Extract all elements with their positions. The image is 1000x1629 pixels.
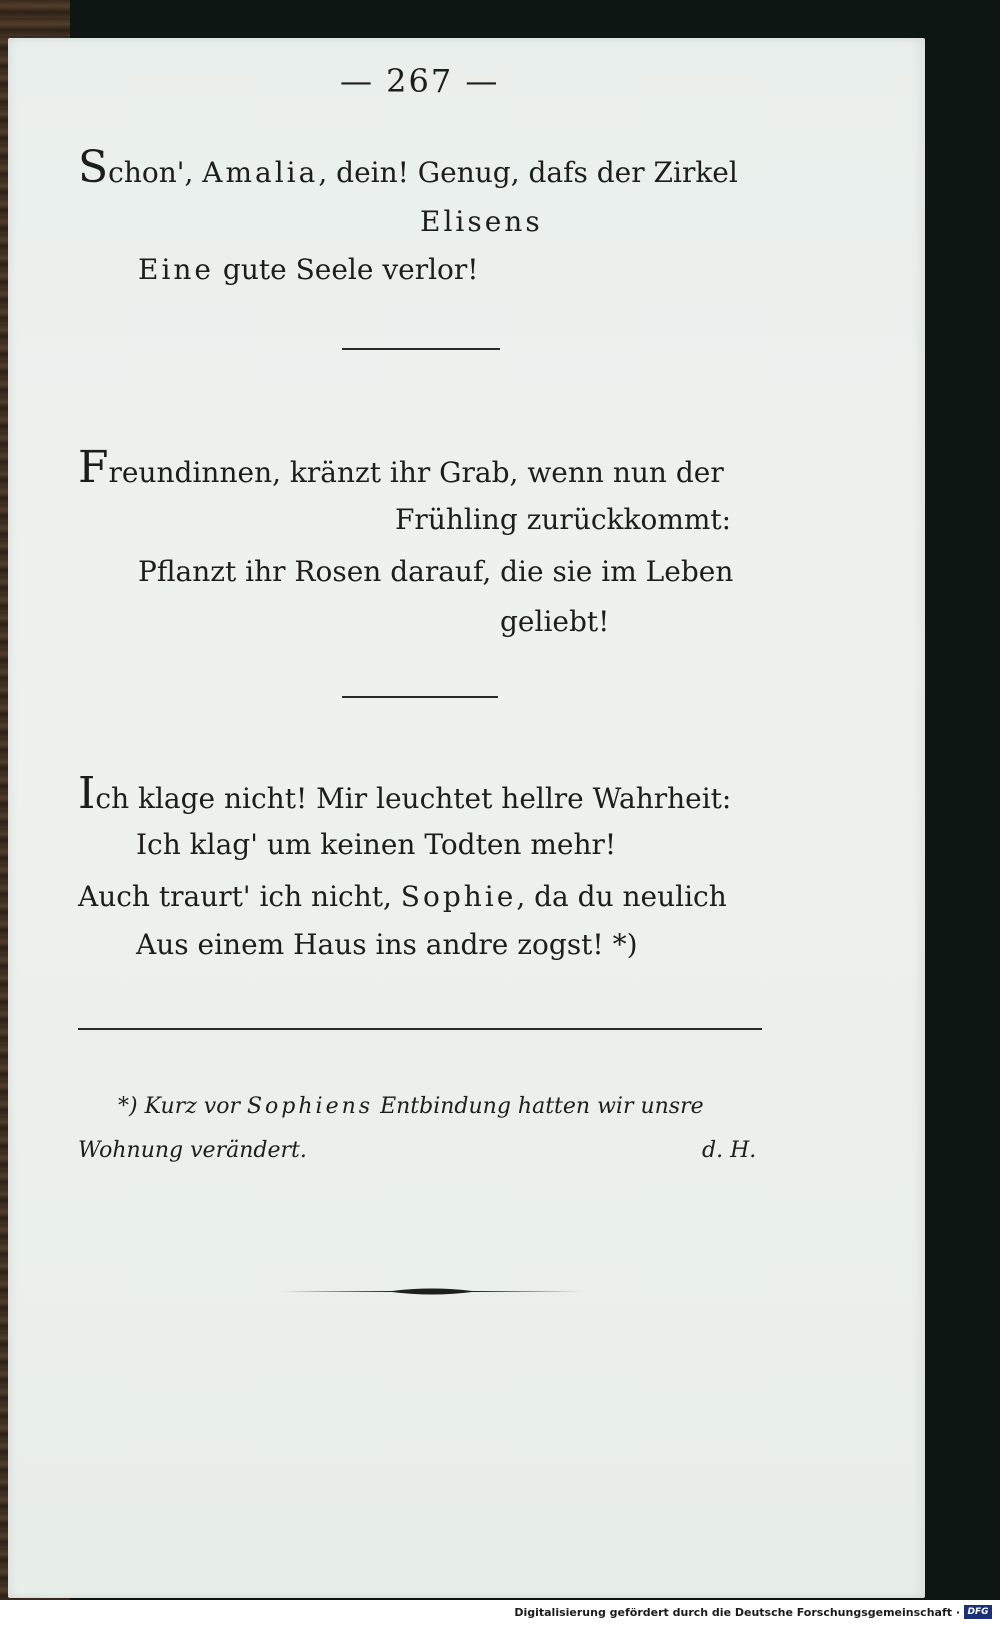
end-ornament: [282, 1286, 582, 1296]
section-divider: [342, 348, 500, 350]
stanza1-line2: Elisens: [420, 205, 543, 238]
stanza3-line2: Ich klag' um keinen Todten mehr!: [136, 828, 617, 861]
footnote-line2: Wohnung verändert.: [78, 1138, 307, 1163]
stanza2-dropcap: F: [78, 442, 109, 493]
footnote-rule: [78, 1028, 762, 1030]
stanza3-line3: Auch traurt' ich nicht, Sophie, da du neulich: [78, 880, 727, 913]
stanza2-line3: Pflanzt ihr Rosen darauf, die sie im Leben: [138, 555, 734, 588]
footnote-line1: *) Kurz vor Sophiens Entbindung hatten wir unsre: [118, 1094, 704, 1119]
stanza1-line1: Schon', Amalia, dein! Genug, dafs der Zirkel: [78, 142, 738, 193]
stanza2-line4: geliebt!: [500, 605, 610, 638]
page-number: — 267 —: [340, 62, 500, 100]
stanza3-line4: Aus einem Haus ins andre zogst! *): [136, 928, 638, 961]
stanza2-line2: Frühling zurückkommt:: [395, 503, 732, 536]
stanza1-dropcap: S: [78, 142, 109, 193]
stanza3-line1: Ich klage nicht! Mir leuchtet hellre Wahrheit:: [78, 768, 732, 819]
stanza2-line1: Freundinnen, kränzt ihr Grab, wenn nun der: [78, 442, 724, 493]
stanza3-dropcap: I: [78, 768, 96, 819]
dfg-logo-icon: DFG: [964, 1605, 992, 1619]
section-divider: [342, 696, 498, 698]
credit-text: Digitalisierung gefördert durch die Deutsche Forschungsgemeinschaft ·: [514, 1606, 960, 1619]
footnote-signature: d. H.: [702, 1138, 757, 1163]
stanza1-line3: Eine gute Seele verlor!: [138, 253, 479, 286]
